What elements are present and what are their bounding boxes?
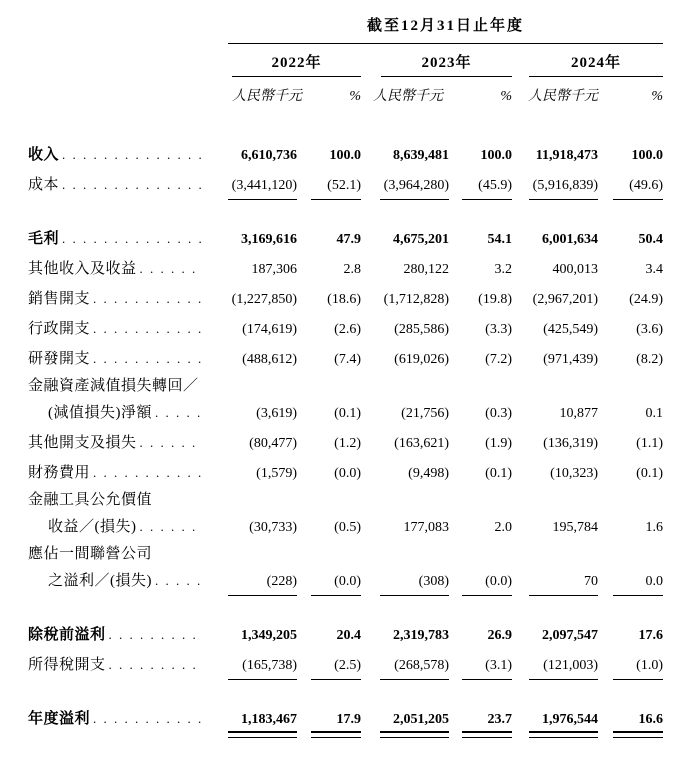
amount-value: 1,976,544 xyxy=(529,710,598,729)
percent-value: (3.1) xyxy=(462,656,512,675)
dot-leader xyxy=(90,349,203,369)
amount-value: (80,477) xyxy=(249,436,297,451)
amount-value: 6,001,634 xyxy=(542,232,598,247)
table-row xyxy=(28,254,663,284)
currency-unit-label: 人民幣千元 xyxy=(232,89,302,104)
amount-value: (21,756) xyxy=(401,406,449,421)
amount-value: 2,097,547 xyxy=(542,628,598,643)
table-row xyxy=(28,428,663,458)
row-label: 所得稅開支 xyxy=(28,657,106,673)
amount-value: 177,083 xyxy=(403,520,449,535)
currency-unit-label: 人民幣千元 xyxy=(373,89,443,104)
percent-value: (3.6) xyxy=(636,322,663,337)
table-row xyxy=(28,284,663,314)
percent-value: (0.1) xyxy=(485,466,512,481)
amount-value: 2,051,205 xyxy=(380,710,449,729)
amount-value: (619,026) xyxy=(394,352,449,367)
percent-value: 26.9 xyxy=(487,628,512,643)
unit-header-2022 xyxy=(203,87,361,106)
amount-value: 70 xyxy=(529,572,598,591)
percent-value: (3.3) xyxy=(485,322,512,337)
percent-value: (0.3) xyxy=(485,406,512,421)
amount-value: (163,621) xyxy=(394,436,449,451)
table-row xyxy=(28,512,663,542)
currency-unit-label: 人民幣千元 xyxy=(528,89,598,104)
percent-value: (19.8) xyxy=(478,292,512,307)
table-row-label-continued xyxy=(28,374,663,398)
income-statement-table xyxy=(28,16,663,734)
row-label: 其他開支及損失 xyxy=(28,435,137,451)
percent-value: 100.0 xyxy=(480,148,512,163)
percent-value: (0.0) xyxy=(311,572,361,591)
percent-column-label: % xyxy=(651,89,663,104)
amount-value: (488,612) xyxy=(242,352,297,367)
dot-leader xyxy=(90,709,203,729)
percent-value: 3.2 xyxy=(494,262,512,277)
year-header-2023 xyxy=(381,53,512,77)
amount-value: (268,578) xyxy=(380,656,449,675)
percent-value: (0.1) xyxy=(334,406,361,421)
percent-value: (1.9) xyxy=(485,436,512,451)
table-row xyxy=(28,566,663,596)
table-row xyxy=(28,170,663,200)
dot-leader xyxy=(90,289,203,309)
table-row xyxy=(28,314,663,344)
row-label: 其他收入及收益 xyxy=(28,261,137,277)
row-label: 金融工具公允價值 xyxy=(28,492,153,508)
amount-value: (971,439) xyxy=(543,352,598,367)
dot-leader xyxy=(106,625,203,645)
amount-value: (228) xyxy=(228,572,297,591)
amount-value: (9,498) xyxy=(408,466,449,481)
year-header-2024 xyxy=(529,53,663,77)
percent-value: (7.2) xyxy=(485,352,512,367)
dot-leader xyxy=(59,175,203,195)
row-label: 研發開支 xyxy=(28,351,91,367)
row-label: 收益／(損失) xyxy=(48,519,137,535)
amount-value: (165,738) xyxy=(228,656,297,675)
table-row xyxy=(28,140,663,170)
row-label: 銷售開支 xyxy=(28,291,91,307)
dot-leader xyxy=(137,259,203,279)
amount-value: 10,877 xyxy=(559,406,598,421)
amount-value: (1,579) xyxy=(256,466,297,481)
amount-value: 4,675,201 xyxy=(393,232,449,247)
amount-value: (285,586) xyxy=(394,322,449,337)
year-label: 2022年 xyxy=(271,55,322,71)
period-title-rule xyxy=(228,16,663,44)
table-row xyxy=(28,458,663,488)
percent-value: (8.2) xyxy=(636,352,663,367)
percent-value: 1.6 xyxy=(645,520,663,535)
percent-value: 0.0 xyxy=(613,572,663,591)
percent-column-label: % xyxy=(500,89,512,104)
dot-leader xyxy=(90,319,203,339)
period-header-row xyxy=(28,16,663,44)
unit-header-row xyxy=(28,77,663,140)
row-label: 之溢利／(損失) xyxy=(48,573,152,589)
amount-value: (10,323) xyxy=(550,466,598,481)
dot-leader xyxy=(59,145,203,165)
percent-value: (7.4) xyxy=(334,352,361,367)
percent-value: (0.1) xyxy=(636,466,663,481)
amount-value: (3,441,120) xyxy=(228,176,297,195)
percent-value: 20.4 xyxy=(336,628,361,643)
row-label: 毛利 xyxy=(28,231,60,247)
amount-value: 3,169,616 xyxy=(241,232,297,247)
unit-header-2024 xyxy=(512,87,663,106)
dot-leader xyxy=(137,433,203,453)
percent-value: (1.0) xyxy=(613,656,663,675)
amount-value: 195,784 xyxy=(552,520,598,535)
percent-value: (52.1) xyxy=(311,176,361,195)
table-row xyxy=(28,596,663,650)
dot-leader xyxy=(137,517,204,537)
percent-value: (1.1) xyxy=(636,436,663,451)
percent-value: (49.6) xyxy=(613,176,663,195)
year-label: 2023年 xyxy=(421,55,472,71)
table-row-label-continued xyxy=(28,542,663,566)
percent-value: 54.1 xyxy=(487,232,512,247)
amount-value: 2,319,783 xyxy=(393,628,449,643)
percent-value: 23.7 xyxy=(462,710,512,729)
percent-value: (2.5) xyxy=(311,656,361,675)
row-label: 收入 xyxy=(28,147,60,163)
row-label: 除稅前溢利 xyxy=(28,627,106,643)
amount-value: (3,619) xyxy=(256,406,297,421)
percent-value: 17.9 xyxy=(311,710,361,729)
percent-value: 16.6 xyxy=(613,710,663,729)
amount-value: 1,349,205 xyxy=(241,628,297,643)
year-header-row xyxy=(28,44,663,77)
amount-value: (308) xyxy=(380,572,449,591)
amount-value: (174,619) xyxy=(242,322,297,337)
amount-value: 6,610,736 xyxy=(241,148,297,163)
row-label: 年度溢利 xyxy=(28,711,91,727)
row-label: 金融資產減值損失轉回／ xyxy=(28,378,199,394)
amount-value: (121,003) xyxy=(529,656,598,675)
table-row xyxy=(28,680,663,734)
percent-value: (18.6) xyxy=(327,292,361,307)
row-label: 成本 xyxy=(28,177,60,193)
amount-value: (1,227,850) xyxy=(231,292,297,307)
table-row xyxy=(28,398,663,428)
dot-leader xyxy=(59,229,203,249)
amount-value: (5,916,839) xyxy=(529,176,598,195)
amount-value: 280,122 xyxy=(403,262,449,277)
percent-value: 0.1 xyxy=(645,406,663,421)
percent-value: (2.6) xyxy=(334,322,361,337)
percent-value: (24.9) xyxy=(629,292,663,307)
dot-leader xyxy=(152,571,203,591)
amount-value: (3,964,280) xyxy=(380,176,449,195)
row-label: 財務費用 xyxy=(28,465,91,481)
table-row xyxy=(28,344,663,374)
amount-value: 11,918,473 xyxy=(535,148,598,163)
table-row xyxy=(28,650,663,680)
percent-value: (1.2) xyxy=(334,436,361,451)
row-label: 行政開支 xyxy=(28,321,91,337)
percent-value: (0.0) xyxy=(462,572,512,591)
percent-column-label: % xyxy=(349,89,361,104)
amount-value: (136,319) xyxy=(543,436,598,451)
table-row-label-continued xyxy=(28,488,663,512)
amount-value: 1,183,467 xyxy=(228,710,297,729)
amount-value: (2,967,201) xyxy=(532,292,598,307)
percent-value: (0.5) xyxy=(334,520,361,535)
percent-value: 2.8 xyxy=(343,262,361,277)
percent-value: (0.0) xyxy=(334,466,361,481)
amount-value: (30,733) xyxy=(249,520,297,535)
amount-value: (425,549) xyxy=(543,322,598,337)
year-header-2022 xyxy=(232,53,361,77)
percent-value: 17.6 xyxy=(638,628,663,643)
percent-value: 3.4 xyxy=(645,262,663,277)
dot-leader xyxy=(90,463,203,483)
amount-value: 400,013 xyxy=(552,262,598,277)
table-row xyxy=(28,200,663,254)
row-label: (減值損失)淨額 xyxy=(48,405,152,421)
dot-leader xyxy=(106,655,203,675)
percent-value: 47.9 xyxy=(336,232,361,247)
dot-leader xyxy=(152,403,203,423)
percent-value: 50.4 xyxy=(638,232,663,247)
percent-value: 100.0 xyxy=(631,148,663,163)
percent-value: 2.0 xyxy=(494,520,512,535)
percent-value: (45.9) xyxy=(462,176,512,195)
amount-value: 8,639,481 xyxy=(393,148,449,163)
amount-value: 187,306 xyxy=(251,262,297,277)
period-title: 截至12月31日止年度 xyxy=(366,18,524,34)
amount-value: (1,712,828) xyxy=(383,292,449,307)
row-label: 應佔一間聯營公司 xyxy=(28,546,153,562)
year-label: 2024年 xyxy=(570,55,621,71)
unit-header-2023 xyxy=(361,87,512,106)
percent-value: 100.0 xyxy=(329,148,361,163)
